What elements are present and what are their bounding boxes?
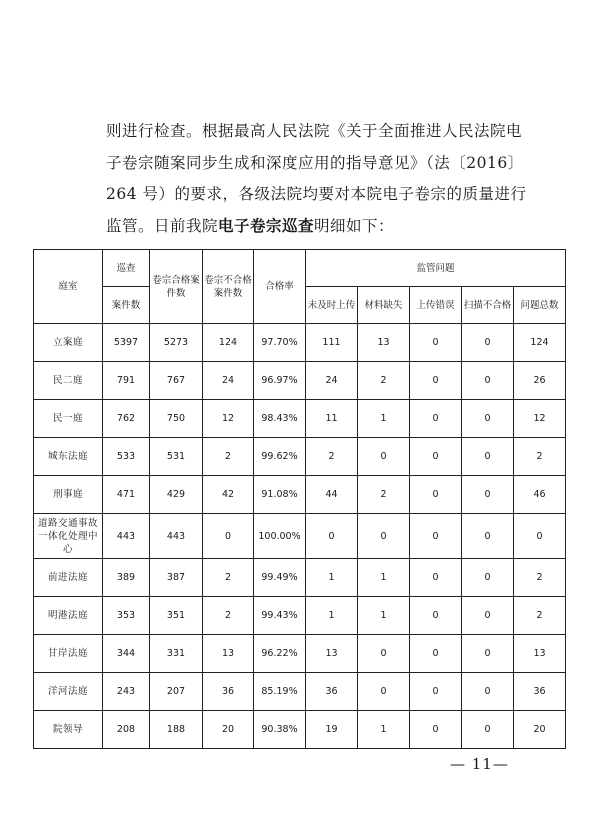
cell-room: 洋河法庭: [34, 673, 103, 711]
header-qualified: 卷宗合格案件数: [150, 250, 203, 324]
table-row: [34, 711, 566, 749]
cell-late: 44: [306, 476, 358, 514]
cell-scan: 0: [462, 673, 514, 711]
cell-qualified: 767: [150, 362, 203, 400]
cell-checked: 344: [103, 635, 150, 673]
cell-checked: 762: [103, 400, 150, 438]
header-rate: 合格率: [254, 250, 306, 324]
body-paragraph: [106, 116, 527, 242]
header-missing-material: 材料缺失: [358, 287, 410, 324]
cell-scan: 0: [462, 400, 514, 438]
cell-checked: 353: [103, 597, 150, 635]
cell-late: 11: [306, 400, 358, 438]
page-number: — 11—: [450, 755, 509, 773]
cell-checked: 791: [103, 362, 150, 400]
cell-rate: 96.22%: [254, 635, 306, 673]
paragraph-line-2: 子卷宗随案同步生成和深度应用的指导意见》（法〔2016〕: [106, 153, 524, 172]
cell-qualified: 5273: [150, 324, 203, 362]
cell-late: 19: [306, 711, 358, 749]
cell-upload-error: 0: [410, 635, 462, 673]
cell-missing: 0: [358, 514, 410, 559]
cell-scan: 0: [462, 514, 514, 559]
cell-upload-error: 0: [410, 438, 462, 476]
cell-missing: 2: [358, 476, 410, 514]
header-room: 庭室: [34, 250, 103, 324]
cell-unqualified: 20: [203, 711, 254, 749]
cell-late: 24: [306, 362, 358, 400]
header-checked-bottom: 案件数: [103, 287, 150, 324]
cell-late: 2: [306, 438, 358, 476]
cell-upload-error: 0: [410, 597, 462, 635]
table-row: [34, 476, 566, 514]
table-row: [34, 324, 566, 362]
table-row: [34, 635, 566, 673]
cell-qualified: 750: [150, 400, 203, 438]
cell-room: 城东法庭: [34, 438, 103, 476]
cell-late: 36: [306, 673, 358, 711]
cell-checked: 5397: [103, 324, 150, 362]
table-row: [34, 514, 566, 559]
table-row: [34, 559, 566, 597]
cell-checked: 243: [103, 673, 150, 711]
cell-total: 12: [514, 400, 566, 438]
cell-upload-error: 0: [410, 559, 462, 597]
cell-scan: 0: [462, 597, 514, 635]
cell-room: 前进法庭: [34, 559, 103, 597]
cell-qualified: 429: [150, 476, 203, 514]
cell-room: 民一庭: [34, 400, 103, 438]
cell-unqualified: 24: [203, 362, 254, 400]
header-unqualified: 卷宗不合格案件数: [203, 250, 254, 324]
cell-checked: 443: [103, 514, 150, 559]
cell-qualified: 188: [150, 711, 203, 749]
cell-unqualified: 0: [203, 514, 254, 559]
cell-unqualified: 13: [203, 635, 254, 673]
table-row: [34, 400, 566, 438]
cell-scan: 0: [462, 324, 514, 362]
cell-late: 111: [306, 324, 358, 362]
cell-total: 36: [514, 673, 566, 711]
paragraph-bold-phrase: 电子卷宗巡查: [218, 216, 315, 235]
cell-rate: 97.70%: [254, 324, 306, 362]
table-row: [34, 673, 566, 711]
cell-upload-error: 0: [410, 514, 462, 559]
cell-missing: 13: [358, 324, 410, 362]
cell-rate: 99.62%: [254, 438, 306, 476]
header-issue-total: 问题总数: [514, 287, 566, 324]
cell-rate: 99.43%: [254, 597, 306, 635]
cell-rate: 100.00%: [254, 514, 306, 559]
cell-scan: 0: [462, 559, 514, 597]
cell-late: 1: [306, 597, 358, 635]
paragraph-line-3: 264 号）的要求，各级法院均要对本院电子卷宗的质量进行: [106, 185, 527, 203]
paragraph-line-4-start: 监管。日前我院: [106, 216, 219, 235]
cell-total: 2: [514, 438, 566, 476]
cell-missing: 0: [358, 438, 410, 476]
cell-checked: 389: [103, 559, 150, 597]
cell-unqualified: 2: [203, 438, 254, 476]
paragraph-line-4: [106, 211, 506, 243]
cell-qualified: 443: [150, 514, 203, 559]
cell-qualified: 387: [150, 559, 203, 597]
cell-unqualified: 42: [203, 476, 254, 514]
cell-unqualified: 12: [203, 400, 254, 438]
cell-upload-error: 0: [410, 711, 462, 749]
cell-missing: 1: [358, 400, 410, 438]
table-row: [34, 362, 566, 400]
cell-late: 1: [306, 559, 358, 597]
header-upload-error: 上传错误: [410, 287, 462, 324]
cell-scan: 0: [462, 711, 514, 749]
cell-qualified: 351: [150, 597, 203, 635]
cell-scan: 0: [462, 438, 514, 476]
cell-scan: 0: [462, 362, 514, 400]
table-row: [34, 438, 566, 476]
cell-qualified: 531: [150, 438, 203, 476]
cell-unqualified: 2: [203, 597, 254, 635]
cell-qualified: 207: [150, 673, 203, 711]
cell-rate: 98.43%: [254, 400, 306, 438]
cell-upload-error: 0: [410, 400, 462, 438]
cell-rate: 90.38%: [254, 711, 306, 749]
header-checked-top: 巡查: [103, 250, 150, 287]
cell-room: 立案庭: [34, 324, 103, 362]
cell-room: 刑事庭: [34, 476, 103, 514]
cell-total: 0: [514, 514, 566, 559]
cell-missing: 1: [358, 711, 410, 749]
cell-rate: 91.08%: [254, 476, 306, 514]
cell-upload-error: 0: [410, 324, 462, 362]
cell-scan: 0: [462, 476, 514, 514]
cell-rate: 99.49%: [254, 559, 306, 597]
cell-checked: 208: [103, 711, 150, 749]
paragraph-line-4-end: 明细如下：: [314, 216, 395, 235]
header-issues: 监管问题: [306, 250, 566, 287]
cell-total: 20: [514, 711, 566, 749]
header-scan-unqualified: 扫描不合格: [462, 287, 514, 324]
cell-scan: 0: [462, 635, 514, 673]
cell-missing: 2: [358, 362, 410, 400]
cell-upload-error: 0: [410, 476, 462, 514]
cell-missing: 0: [358, 673, 410, 711]
cell-upload-error: 0: [410, 362, 462, 400]
cell-upload-error: 0: [410, 673, 462, 711]
header-late-upload: 未及时上传: [306, 287, 358, 324]
cell-checked: 533: [103, 438, 150, 476]
inspection-table: [33, 249, 566, 749]
cell-rate: 96.97%: [254, 362, 306, 400]
cell-late: 13: [306, 635, 358, 673]
cell-total: 2: [514, 597, 566, 635]
cell-room: 明港法庭: [34, 597, 103, 635]
cell-room: 甘岸法庭: [34, 635, 103, 673]
cell-unqualified: 36: [203, 673, 254, 711]
cell-total: 46: [514, 476, 566, 514]
cell-qualified: 331: [150, 635, 203, 673]
cell-room: 道路交通事故一体化处理中心: [34, 514, 103, 559]
cell-total: 2: [514, 559, 566, 597]
cell-missing: 1: [358, 559, 410, 597]
cell-rate: 85.19%: [254, 673, 306, 711]
cell-missing: 0: [358, 635, 410, 673]
paragraph-line-1: 则进行检查。根据最高人民法院《关于全面推进人民法院电: [106, 122, 523, 140]
cell-unqualified: 124: [203, 324, 254, 362]
cell-missing: 1: [358, 597, 410, 635]
cell-late: 0: [306, 514, 358, 559]
table-row: [34, 597, 566, 635]
cell-room: 民二庭: [34, 362, 103, 400]
cell-total: 13: [514, 635, 566, 673]
cell-total: 124: [514, 324, 566, 362]
cell-checked: 471: [103, 476, 150, 514]
cell-total: 26: [514, 362, 566, 400]
cell-unqualified: 2: [203, 559, 254, 597]
cell-room: 院领导: [34, 711, 103, 749]
